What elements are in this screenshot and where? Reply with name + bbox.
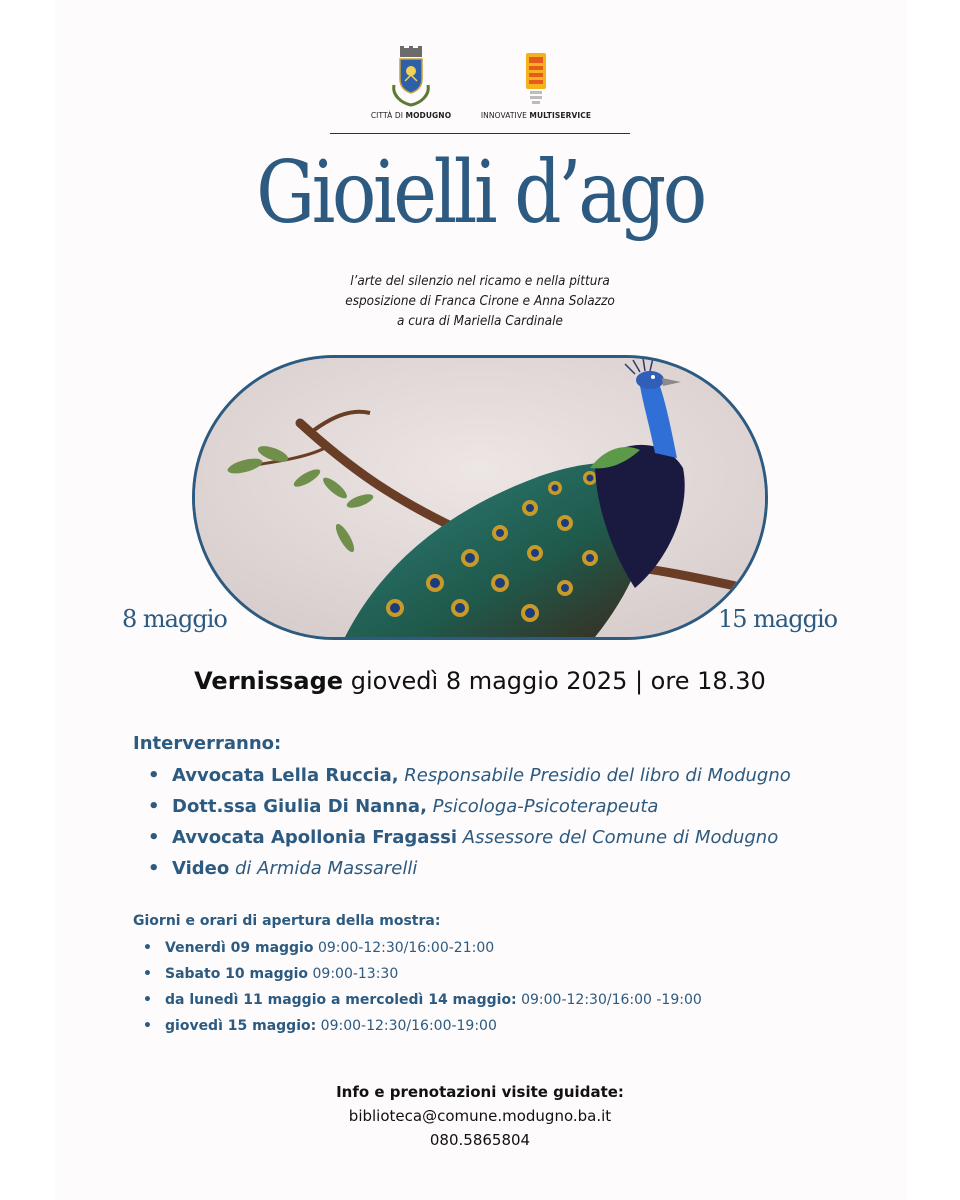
bullet-icon: • (148, 858, 160, 879)
list-item: • giovedì 15 maggio: 09:00-12:30/16:00-19:00 (143, 1013, 702, 1039)
phone-number[interactable]: 080.5865804 (429, 1131, 531, 1149)
bullet-icon: • (148, 827, 160, 848)
speakers-heading: Interverranno: (133, 733, 282, 754)
bullet-icon: • (148, 765, 160, 786)
info-heading: Info e prenotazioni visite guidate: (336, 1083, 624, 1101)
end-date: 15 maggio (718, 605, 838, 633)
innovative-logo (478, 45, 594, 120)
start-date: 8 maggio (122, 605, 227, 633)
subtitle-block (0, 272, 960, 332)
list-item: • Sabato 10 maggio 09:00-13:30 (143, 961, 702, 987)
vernissage-datetime: giovedì 8 maggio 2025 | ore 18.30 (350, 667, 766, 695)
exhibition-title: Gioielli d’ago (256, 143, 704, 243)
speakers-list (148, 760, 791, 884)
bullet-icon: • (143, 1018, 152, 1034)
list-item: • Video di Armida Massarelli (148, 853, 791, 884)
list-item: • Avvocata Apollonia Fragassi Assessore del Comune di Modugno (148, 822, 791, 853)
peacock-embroidery-image (195, 358, 765, 637)
subtitle-line: esposizione di Franca Cirone e Anna Solazzo (345, 294, 615, 309)
header-divider (330, 133, 630, 134)
innovative-multiservice-logo (525, 45, 547, 107)
coat-of-arms-icon (389, 45, 433, 107)
subtitle-line: a cura di Mariella Cardinale (397, 314, 563, 329)
email-link[interactable]: biblioteca@comune.modugno.ba.it (348, 1107, 612, 1125)
innovative-caption: INNOVATIVE MULTISERVICE (480, 111, 592, 120)
bullet-icon: • (148, 796, 160, 817)
list-item: • Avvocata Lella Ruccia, Responsabile Presidio del libro di Modugno (148, 760, 791, 791)
subtitle-line: l’arte del silenzio nel ricamo e nella pittura (350, 274, 610, 289)
opening-hours-heading: Giorni e orari di apertura della mostra: (133, 913, 441, 929)
logo-header (0, 0, 960, 140)
modugno-caption: CITTÀ DI MODUGNO (370, 111, 452, 120)
bullet-icon: • (143, 940, 152, 956)
list-item: • Dott.ssa Giulia Di Nanna, Psicologa-Psicoterapeuta (148, 791, 791, 822)
bullet-icon: • (143, 966, 152, 982)
info-block (0, 1080, 960, 1152)
vernissage-line (0, 667, 960, 695)
list-item: • Venerdì 09 maggio 09:00-12:30/16:00-21:00 (143, 935, 702, 961)
bullet-icon: • (143, 992, 152, 1008)
vernissage-label: Vernissage (194, 667, 344, 695)
list-item: • da lunedì 11 maggio a mercoledì 14 maggio: 09:00-12:30/16:00 -19:00 (143, 987, 702, 1013)
artwork-frame (192, 355, 768, 640)
opening-hours-list (143, 935, 702, 1039)
modugno-logo (368, 45, 454, 120)
